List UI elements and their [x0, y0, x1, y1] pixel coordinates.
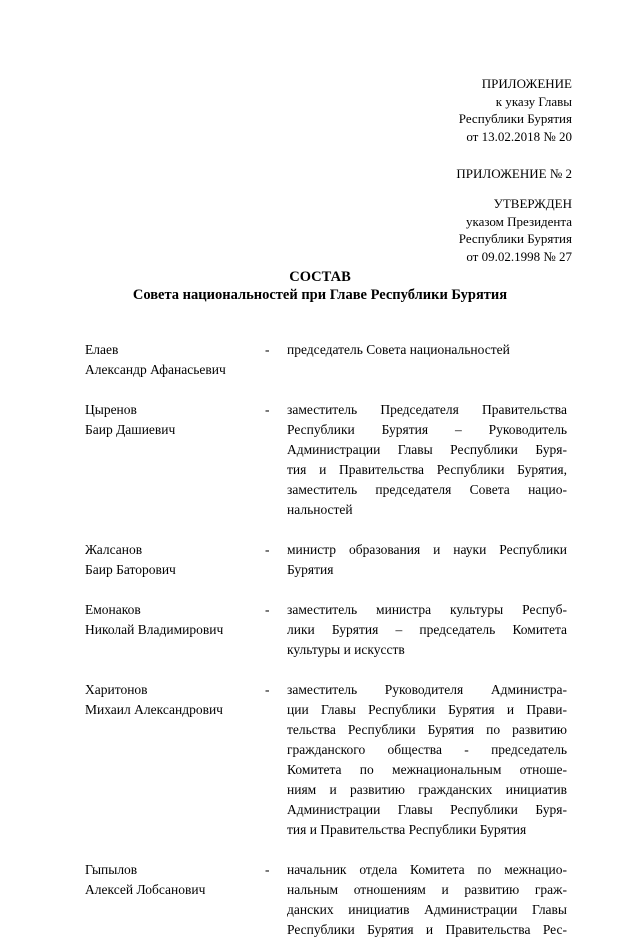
role-line: гражданского общества - председатель: [287, 742, 567, 757]
member-name: [85, 600, 265, 660]
member-role: [287, 400, 567, 520]
role-line: Республики Бурятия – Руководитель: [287, 422, 567, 437]
role-line: культуры и искусств: [287, 642, 405, 657]
role-line: заместитель министра культуры Респуб-: [287, 602, 567, 617]
member-surname: Цыренов: [85, 402, 137, 417]
member-given-name: Алексей Лобсанович: [85, 882, 206, 897]
member-name: [85, 400, 265, 520]
members-list: [85, 340, 567, 940]
member-role: [287, 540, 567, 580]
role-line: заместитель Руководителя Администра-: [287, 682, 567, 697]
appendix-2-title: ПРИЛОЖЕНИЕ № 2: [456, 166, 572, 181]
member-name: [85, 860, 265, 940]
member-row: [85, 400, 567, 520]
document-heading: [0, 268, 640, 304]
member-row: [85, 600, 567, 660]
role-line: заместитель председателя Совета нацио-: [287, 482, 567, 497]
role-line: данских инициатив Администрации Главы: [287, 902, 567, 917]
member-row: [85, 680, 567, 840]
member-given-name: Михаил Александрович: [85, 702, 223, 717]
appendix-1-line: от 13.02.2018 № 20: [466, 128, 572, 144]
role-line: Администрации Главы Республики Буря-: [287, 802, 567, 817]
role-line: Бурятия: [287, 562, 334, 577]
approved-line: Республики Бурятия: [458, 231, 572, 246]
role-line: ции Главы Республики Бурятия и Прави-: [287, 702, 567, 717]
heading-title: СОСТАВ: [289, 269, 351, 285]
approved-block: [459, 195, 572, 265]
role-line: председатель Совета национальностей: [287, 342, 510, 357]
approved-line: указом Президента: [465, 213, 572, 229]
member-surname: Гыпылов: [85, 862, 138, 877]
approved-line: от 09.02.1998 № 27: [466, 248, 572, 264]
role-line: нальным отношениям и развитию граж-: [287, 882, 567, 897]
role-line: начальник отдела Комитета по межнацио-: [287, 862, 567, 877]
role-line: ниям и развитию гражданских инициатив: [287, 782, 567, 797]
member-role: [287, 680, 567, 840]
member-row: [85, 340, 567, 380]
role-line: министр образования и науки Республики: [287, 542, 567, 557]
member-given-name: Баир Дашиевич: [85, 422, 176, 437]
appendix-1-line: к указу Главы: [495, 93, 572, 109]
role-line: нальностей: [287, 502, 353, 517]
member-name: [85, 340, 265, 380]
member-surname: Харитонов: [85, 682, 148, 697]
member-role: [287, 600, 567, 660]
role-line: тия и Правительства Республики Бурятия: [287, 822, 527, 837]
member-dash: -: [265, 342, 270, 357]
member-role: [287, 340, 567, 380]
role-line: Администрации Главы Республики Буря-: [287, 442, 567, 457]
heading-subtitle: Совета национальностей при Главе Республики Бурятия: [132, 287, 508, 303]
member-given-name: Баир Баторович: [85, 562, 176, 577]
member-surname: Елаев: [85, 342, 119, 357]
appendix-1-block: [459, 75, 572, 145]
member-surname: Емонаков: [85, 602, 141, 617]
role-line: тия и Правительства Республики Бурятия,: [287, 462, 567, 477]
member-surname: Жалсанов: [85, 542, 143, 557]
member-dash: -: [265, 862, 270, 877]
member-given-name: Александр Афанасьевич: [85, 362, 226, 377]
member-row: [85, 540, 567, 580]
role-line: заместитель Председателя Правительства: [287, 402, 567, 417]
member-given-name: Николай Владимирович: [85, 622, 224, 637]
appendix-1-line: ПРИЛОЖЕНИЕ: [481, 76, 572, 91]
member-dash: -: [265, 542, 270, 557]
member-row: [85, 860, 567, 940]
member-name: [85, 540, 265, 580]
member-name: [85, 680, 265, 840]
approved-line: УТВЕРЖДЕН: [493, 196, 572, 211]
member-dash: -: [265, 402, 270, 417]
role-line: Комитета по межнациональным отноше-: [287, 762, 567, 777]
appendix-1-line: Республики Бурятия: [458, 111, 572, 126]
member-role: [287, 860, 567, 940]
role-line: Республики Бурятия и Правительства Рес-: [287, 922, 567, 937]
member-dash: -: [265, 602, 270, 617]
role-line: лики Бурятия – председатель Комитета: [287, 622, 567, 637]
role-line: тельства Республики Бурятия по развитию: [287, 722, 567, 737]
member-dash: -: [265, 682, 270, 697]
appendix-2-block: [456, 165, 572, 183]
